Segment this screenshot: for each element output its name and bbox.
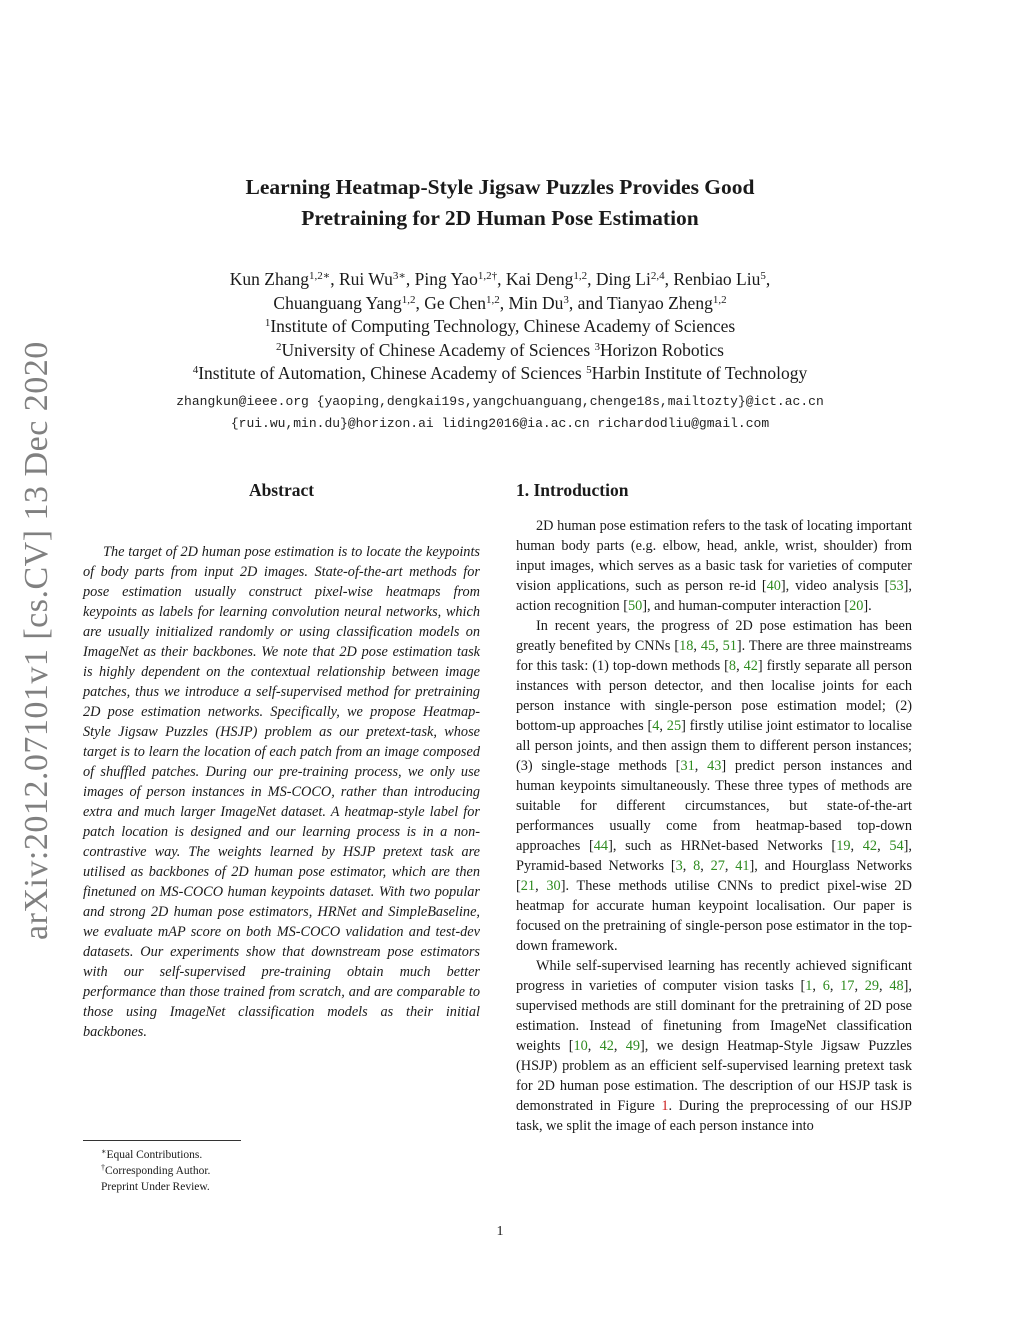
author-name: Ding Li xyxy=(595,269,651,289)
citation-link[interactable]: 8 xyxy=(693,858,701,874)
author-name: Kai Deng xyxy=(505,269,574,289)
citation-link[interactable]: 1 xyxy=(805,978,813,994)
right-column xyxy=(516,478,912,1136)
author-block xyxy=(100,268,900,386)
email-line: {rui.wu,min.du}@horizon.ai liding2016@ia.ac.cn richardodliu@gmail.com xyxy=(230,416,770,431)
footnote xyxy=(83,1179,383,1195)
author-name: Renbiao Liu xyxy=(673,269,761,289)
paragraph-text: ], and human-computer interaction [ xyxy=(642,598,850,614)
citation-link[interactable]: 20 xyxy=(849,598,864,614)
affiliation-line xyxy=(100,339,900,363)
citation-link[interactable]: 45 xyxy=(700,638,716,654)
paragraph-text: ]. These methods utilise CNNs to predict pixel-wise 2D heatmap for accurate human keypoint localisation. Our paper is focused on the pretraining of single-person pose estimator in the top-down framework. xyxy=(516,878,912,954)
paragraph-text: ] firstly separate all person instances with person detector, and then localise joints for each person instance with single-person pose estimation model; (2) bottom-up approaches [ xyxy=(516,658,912,734)
footnote-mark: ∗ xyxy=(101,1147,107,1156)
affiliation-line xyxy=(100,315,900,339)
citation-link[interactable]: 30 xyxy=(546,878,561,894)
paragraph-text: , xyxy=(613,1038,626,1054)
paragraph-text: , xyxy=(854,978,865,994)
citation-link[interactable]: 21 xyxy=(520,878,536,894)
paragraph-text: ]. There are three mainstreams for this task: (1) top-down methods [ xyxy=(516,638,912,674)
citation-link[interactable]: 8 xyxy=(728,658,737,674)
citation-link[interactable]: 4 xyxy=(652,718,660,734)
section-heading-introduction: 1. Introduction xyxy=(516,480,629,500)
paragraph-text: , xyxy=(693,638,701,654)
footnote-text: Corresponding Author. xyxy=(105,1165,211,1177)
author-affil-mark: 1,2∗ xyxy=(308,270,331,282)
intro-paragraph xyxy=(516,516,912,616)
author-line: Kun Zhang$^{1,2∗}$, Rui $Wu^{3∗}$, Ping Yao$^{1,2\dagger}$, Kai Deng$^{1,2}$, Ding Li$^{2,4}$, Renbiao Liu$^5$, xyxy=(229,269,771,289)
paragraph-text: , xyxy=(659,718,667,734)
author-affil-mark: 5 xyxy=(760,270,766,282)
paragraph-text: ], and Hourglass Networks [ xyxy=(516,858,913,894)
affiliation-text: Institute of Computing Technology, Chinese Academy of Sciences xyxy=(270,316,736,337)
citation-link[interactable]: 17 xyxy=(840,978,855,994)
paragraph-text: , xyxy=(715,638,723,654)
author-name: Tianyao Zheng xyxy=(607,292,713,313)
author-name: Min Du xyxy=(508,292,564,313)
left-column xyxy=(83,478,480,1042)
author-name: Ping Yao xyxy=(414,269,478,289)
author-name: Rui Wu xyxy=(338,269,393,289)
citation-link[interactable]: 44 xyxy=(593,838,609,854)
affiliation-mark: 1 xyxy=(264,317,271,330)
author-line: Chuanguang Yang$^{1,2}$, Ge Chen$^{1,2}$, Min Du$^3$, and Tianyao Zheng$^{1,2}$ xyxy=(273,292,727,313)
paragraph-text: ] firstly utilise joint estimator to localise all person joints, and then assign them to different person instances; (3) single-stage methods [ xyxy=(516,718,912,774)
footnote-text: Equal Contributions. xyxy=(106,1149,203,1161)
author-affil-mark: 2,4 xyxy=(650,270,665,282)
author-affil-mark: 3 xyxy=(563,293,569,306)
footnote-text: Preprint Under Review. xyxy=(101,1181,210,1193)
citation-link[interactable]: 27 xyxy=(710,858,725,874)
citation-link[interactable]: 43 xyxy=(707,758,722,774)
author-name: Ge Chen xyxy=(424,292,486,313)
abstract-text: The target of 2D human pose estimation is to locate the keypoints of body parts from input 2D images. State-of-the-art methods for pose estimation usually construct pixel-wise heatmaps from keypoints as labels for learning convolution neural networks, which are usually initialized randomly or using classification models on ImageNet as their backbones. We note that 2D pose estimation task is highly dependent on the contextual relationship between image patches, thus we introduce a self-supervised method for pretraining 2D pose estimation networks. Specifically, we propose Heatmap-Style Jigsaw Puzzles (HSJP) problem as our pretext-task, whose target is to learn the location of each patch from an image composed of shuffled patches. During our pre-training process, we only use images of person instances in MS-COCO, rather than introducing extra and much larger ImageNet dataset. A heatmap-style label for patch location is designed and our learning process is in a non-contrastive way. The weights learned by HSJP pretext task are utilised as backbones of 2D human pose estimator, which are then finetuned on MS-COCO human keypoints dataset. With two popular and strong 2D human pose estimators, HRNet and SimpleBaseline, we evaluate mAP score on both MS-COCO validation and test-dev datasets. Our experiments show that downstream pose estimators with our self-supervised pre-training obtain much better performance than those trained from scratch, and are comparable to those using ImageNet classification models as their initial backbones. xyxy=(83,544,480,1040)
citation-link[interactable]: 40 xyxy=(766,578,781,594)
citation-link[interactable]: 19 xyxy=(836,838,851,854)
paragraph-text: , xyxy=(724,858,736,874)
paragraph-text: 2D human pose estimation refers to the task of locating important human body parts (e.g. elbow, head, ankle, wrist, shoulder) from input images, which serves as a basic task for varieties of computer vision applications, such as person re-id [ xyxy=(516,518,912,594)
paragraph-text: , xyxy=(829,978,841,994)
paragraph-text: . During the preprocessing of our HSJP task, we split the image of each person instance into xyxy=(516,1098,912,1134)
author-name: Chuanguang Yang xyxy=(273,292,402,313)
paragraph-text: ], we design Heatmap-Style Jigsaw Puzzles (HSJP) problem as an efficient self-supervised learning pretext task for 2D human pose estimation. The description of our HSJP task is demonstrated in Figure xyxy=(516,1038,912,1114)
author-affil-mark: 1,2 xyxy=(485,293,500,306)
intro-paragraph xyxy=(516,616,912,956)
author-conjunction: and xyxy=(577,292,603,313)
paragraph-text: , xyxy=(682,858,694,874)
affiliation-mark: 4 xyxy=(192,364,199,377)
paragraph-text: , xyxy=(535,878,547,894)
footnote-mark: † xyxy=(101,1163,105,1172)
footnote xyxy=(83,1163,383,1179)
paper-title xyxy=(140,172,860,234)
citation-link[interactable]: 31 xyxy=(680,758,695,774)
paragraph-text: , xyxy=(700,858,711,874)
affiliation-text: Horizon Robotics xyxy=(600,339,724,360)
paragraph-text: , xyxy=(694,758,708,774)
paragraph-text: ], Pyramid-based Networks [ xyxy=(516,838,912,874)
author-affil-mark: 3∗ xyxy=(392,270,406,282)
affiliation-mark: 2 xyxy=(276,340,282,353)
abstract-heading: Abstract xyxy=(248,480,315,500)
title-line: Learning Heatmap-Style Jigsaw Puzzles Provides Good xyxy=(245,175,755,199)
paragraph-text: , xyxy=(877,838,890,854)
email-block xyxy=(90,391,910,435)
paragraph-text: ]. xyxy=(863,598,872,614)
citation-link[interactable]: 10 xyxy=(573,1038,588,1054)
paragraph-text: ], video analysis [ xyxy=(780,578,890,594)
affiliation-mark: 5 xyxy=(586,364,592,377)
author-affil-mark: 1,2 xyxy=(573,270,588,282)
author-affil-mark: 1,2 xyxy=(401,293,416,306)
citation-link[interactable]: 48 xyxy=(889,978,904,994)
paragraph-text: In recent years, the progress of 2D pose estimation has been greatly benefited by CNNs [ xyxy=(516,618,912,654)
citation-link[interactable]: 42 xyxy=(599,1038,614,1054)
affiliation-text: Institute of Automation, Chinese Academy of Sciences xyxy=(198,363,582,384)
citation-link[interactable]: 18 xyxy=(679,638,694,654)
affiliation-mark: 3 xyxy=(594,340,601,353)
affiliation-text: University of Chinese Academy of Sciences xyxy=(281,339,591,360)
footnote-divider xyxy=(83,1140,241,1141)
paragraph-text: ], action recognition [ xyxy=(516,578,912,614)
arxiv-identifier: arXiv:2012.07101v1 [cs.CV] 13 Dec 2020 xyxy=(18,341,55,940)
paragraph-text: , xyxy=(736,658,744,674)
paragraph-text: , xyxy=(879,978,890,994)
citation-link[interactable]: 3 xyxy=(675,858,683,874)
citation-link[interactable]: 53 xyxy=(889,578,904,594)
email-line: zhangkun@ieee.org {yaoping,dengkai19s,yangchuanguang,chenge18s,mailtozty}@ict.ac.cn xyxy=(176,394,824,409)
footnotes xyxy=(83,1140,383,1195)
citation-link[interactable]: 25 xyxy=(666,718,682,734)
author-affil-mark: 1,2 xyxy=(712,293,727,306)
intro-paragraph xyxy=(516,956,912,1136)
paragraph-text: ], such as HRNet-based Networks [ xyxy=(608,838,837,854)
citation-link[interactable]: 54 xyxy=(889,838,904,854)
affiliation-text: Harbin Institute of Technology xyxy=(591,363,808,384)
paragraph-text: , xyxy=(850,838,863,854)
citation-link[interactable]: 41 xyxy=(735,858,750,874)
citation-link[interactable]: 6 xyxy=(822,978,830,994)
citation-link[interactable]: 50 xyxy=(627,598,643,614)
paragraph-text: While self-supervised learning has recently achieved significant progress in varieties of computer vision tasks [ xyxy=(516,958,912,994)
paragraph-text: , xyxy=(587,1038,600,1054)
page-number: 1 xyxy=(496,1224,504,1239)
paragraph-text: ] predict person instances and human keypoints simultaneously. These three types of methods are suitable for different circumstances, but state-of-the-art performances usually come from heatmap-based top-down approaches [ xyxy=(516,758,912,854)
paragraph-text: , xyxy=(812,978,823,994)
paragraph-text: ], supervised methods are still dominant for the pretraining of 2D pose estimation. Instead of finetuning from ImageNet classification weights [ xyxy=(516,978,912,1054)
affiliation-line xyxy=(100,362,900,386)
citation-link[interactable]: 49 xyxy=(625,1038,641,1054)
title-line: Pretraining for 2D Human Pose Estimation xyxy=(301,206,699,230)
citation-link[interactable]: 42 xyxy=(743,658,758,674)
footnote xyxy=(83,1147,383,1163)
citation-link[interactable]: 29 xyxy=(864,978,880,994)
figure-reference-link[interactable]: 1 xyxy=(661,1098,669,1114)
citation-link[interactable]: 51 xyxy=(722,638,737,654)
citation-link[interactable]: 42 xyxy=(862,838,878,854)
author-name: Kun Zhang xyxy=(229,269,309,289)
author-affil-mark: 1,2† xyxy=(477,270,498,282)
